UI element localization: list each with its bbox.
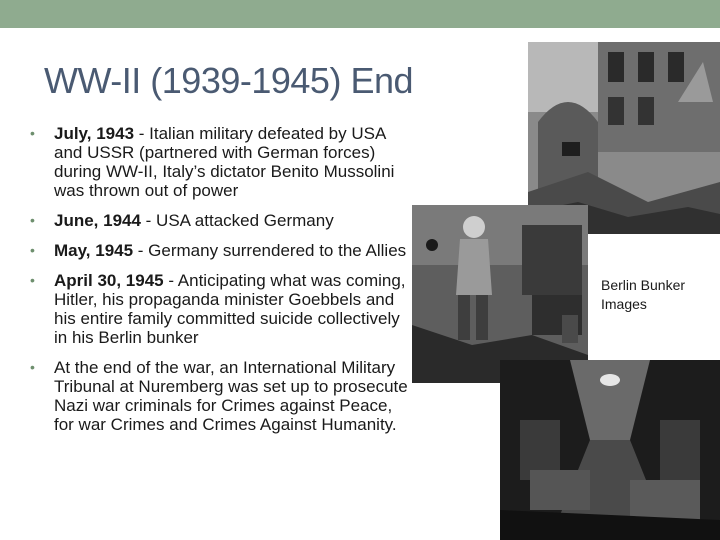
bullet-item xyxy=(30,358,412,434)
top-accent-bar xyxy=(0,0,720,28)
bullet-date: June, 1944 xyxy=(54,211,141,230)
bullet-icon: • xyxy=(30,125,35,141)
bunker-corridor-photo xyxy=(500,360,720,540)
bullet-date: July, 1943 xyxy=(54,124,135,143)
bullet-item xyxy=(30,271,412,347)
bullet-text: - Italian military defeated by USA and USSR (partnered with German forces) during WW-II, Italy’s dictator Benito Mussolini was thrown out of power xyxy=(54,124,395,200)
bullet-icon: • xyxy=(30,212,35,228)
bullet-item xyxy=(30,211,412,230)
bullet-date: April 30, 1945 xyxy=(54,271,164,290)
bullet-date: May, 1945 xyxy=(54,241,134,260)
bullet-text: - USA attacked Germany xyxy=(140,211,334,230)
bullet-text: At the end of the war, an International Military Tribunal at Nuremberg was set up to prosecute Nazi war criminals for Crimes against Peace, for war Crimes and Crimes Against Humanity. xyxy=(54,358,408,434)
bullet-list xyxy=(30,124,412,445)
bullet-icon: • xyxy=(30,272,35,288)
bunker-interior-soldier-photo xyxy=(412,205,588,383)
image-caption: Berlin Bunker Images xyxy=(601,277,686,312)
bullet-icon: • xyxy=(30,359,35,375)
bullet-icon: • xyxy=(30,242,35,258)
bullet-item xyxy=(30,124,412,200)
bullet-text: - Anticipating what was coming, Hitler, his propaganda minister Goebbels and his entire family committed suicide collectively in his Berlin bunker xyxy=(54,271,406,347)
bullet-text: - Germany surrendered to the Allies xyxy=(133,241,407,260)
bullet-item xyxy=(30,241,412,260)
slide-title: WW-II (1939-1945) End xyxy=(44,60,413,101)
